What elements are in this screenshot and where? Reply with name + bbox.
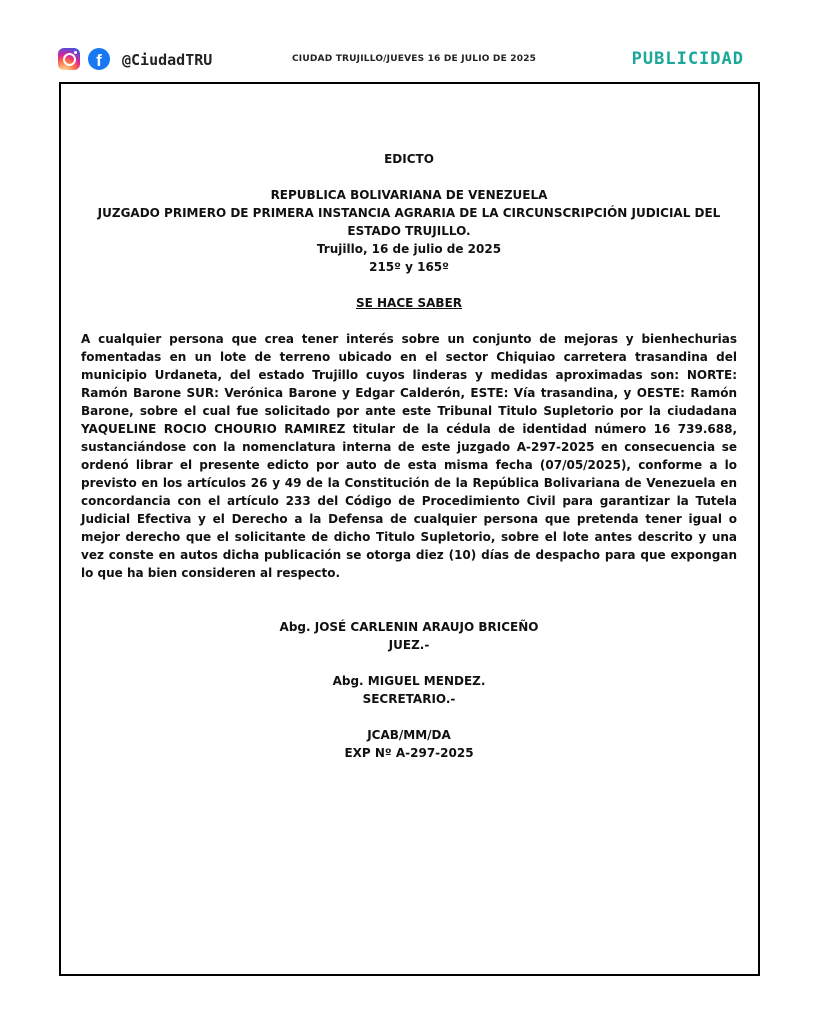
secretary-name: Abg. MIGUEL MENDEZ. — [332, 674, 486, 688]
initials: JCAB/MM/DA — [367, 728, 451, 742]
instagram-icon[interactable] — [58, 48, 80, 70]
edict-title: EDICTO — [384, 152, 434, 166]
edict-content — [81, 150, 737, 762]
facebook-icon[interactable]: f — [88, 48, 110, 70]
heading-court: JUZGADO PRIMERO DE PRIMERA INSTANCIA AGRARIA DE LA CIRCUNSCRIPCIÓN JUDICIAL DEL ESTADO TRUJILLO. — [97, 206, 721, 238]
notice-title: SE HACE SABER — [355, 296, 463, 310]
page-header — [58, 44, 748, 76]
issue-line: CIUDAD TRUJILLO/JUEVES 16 DE JULIO DE 2025 — [292, 54, 537, 64]
edict-body: A cualquier persona que crea tener interés sobre un conjunto de mejoras y bienhechurias fomentadas en un lote de terreno ubicado en el sector Chiquiao carretera trasandina del municipio Urdaneta, del estado Trujillo cuyos linderas y medidas aproximadas son: NORTE: Ramón Barone SUR: Verónica Barone y Edgar Calderón, ESTE: Vía trasandina, y OESTE: Ramón Barone, sobre el cual fue solicitado por ante este Tribunal Titulo Supletorio por la ciudadana YAQUELINE ROCIO CHOURIO RAMIREZ titular de la cédula de identidad número 16 739.688, sustanciándose con la nomenclatura interna de este juzgado A-297-2025 en consecuencia se ordenó librar el presente edicto por auto de esta misma fecha (07/05/2025), conforme a lo previsto en los artículos 26 y 49 de la Constitución de la República Bolivariana de Venezuela en concordancia con el artículo 233 del Código de Procedimiento Civil para garantizar la Tutela Judicial Efectiva y el Derecho a la Defensa de cualquier persona que pretenda tener igual o mejor derecho que el solicitante de dicho Titulo Supletorio, sobre el lote antes descrito y una vez conste en autos dicha publicación se otorga diez (10) días de despacho para que expongan lo que ha bien consideren al respecto. — [81, 332, 737, 580]
edict-date: Trujillo, 16 de julio de 2025 — [316, 242, 502, 256]
section-label: PUBLICIDAD — [631, 49, 744, 69]
heading-republic: REPUBLICA BOLIVARIANA DE VENEZUELA — [270, 188, 548, 202]
edict-frame — [59, 82, 760, 976]
edict-years: 215º y 165º — [369, 260, 449, 274]
judge-title: JUEZ.- — [388, 638, 430, 652]
social-handle[interactable]: @CiudadTRU — [122, 51, 213, 69]
secretary-title: SECRETARIO.- — [362, 692, 456, 706]
judge-name: Abg. JOSÉ CARLENIN ARAUJO BRICEÑO — [279, 620, 539, 634]
file-number: EXP Nº A-297-2025 — [344, 746, 474, 760]
